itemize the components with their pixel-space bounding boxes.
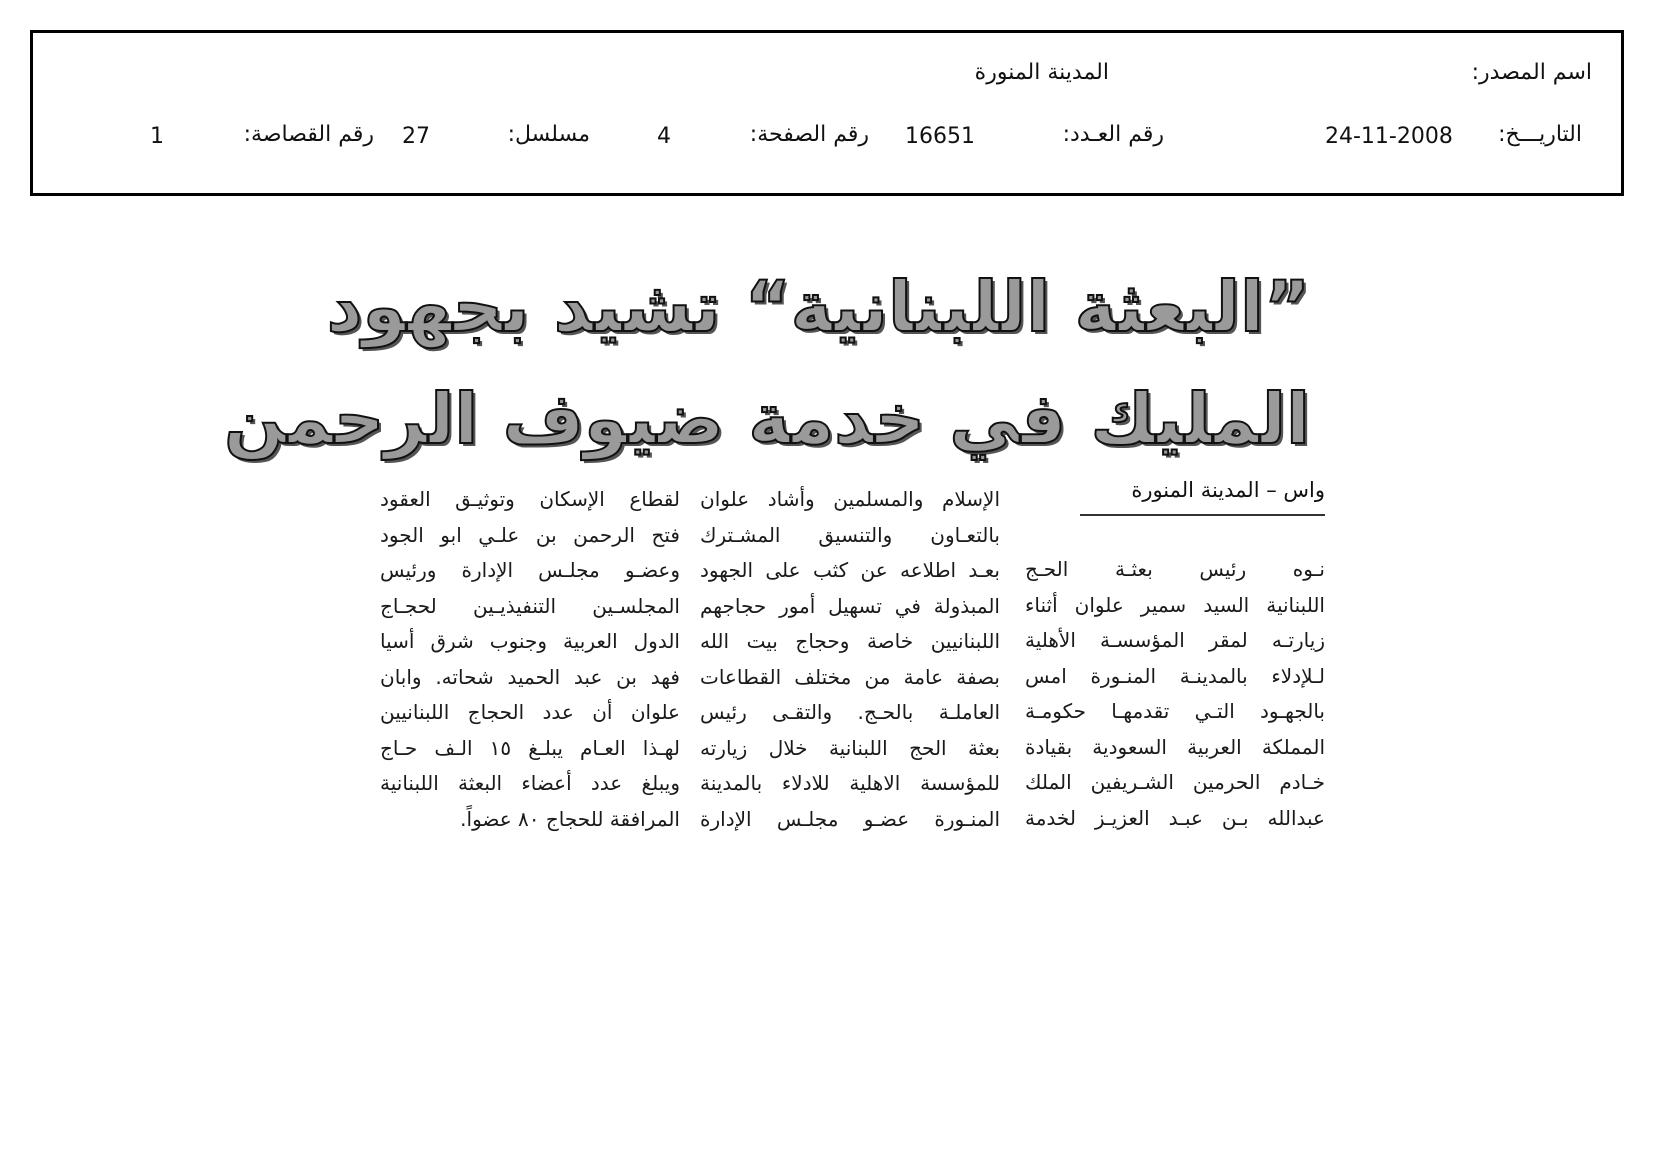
column-line: بالجهـود التـي تقدمهـا حكومـة	[1025, 699, 1325, 723]
page-label: رقم الصفحة:	[749, 122, 869, 147]
column-line: ويبلغ عدد أعضاء البعثة اللبنانية	[380, 771, 680, 795]
serial-label: مسلسل:	[507, 122, 590, 147]
source-label: اسم المصدر:	[1471, 60, 1592, 85]
column-line: زيارتـه لمقر المؤسسـة الأهلية	[1025, 628, 1325, 652]
issue-label: رقم العـدد:	[1062, 122, 1164, 147]
clip-value: 1	[150, 124, 164, 149]
column-line: نـوه رئيس بعثـة الحـج	[1025, 557, 1325, 581]
column-line: المبذولة في تسهيل أمور حجاجهم	[700, 593, 1000, 618]
byline-underline	[1080, 514, 1325, 516]
column-line: لقطاع الإسكان وتوثيـق العقود	[380, 487, 680, 511]
source-value: المدينة المنورة	[974, 60, 1109, 85]
column-line: الدول العربية وجنوب شرق أسيا	[380, 629, 680, 653]
metadata-box	[30, 30, 1624, 196]
column-line: المجلسـين التنفيذيـين لحجـاج	[380, 593, 680, 618]
article-column-2	[700, 482, 1000, 837]
column-line: بعـد اطلاعه عن كثب على الجهود	[700, 558, 1000, 582]
column-line: العاملـة بالحـج. والتقـى رئيس	[700, 700, 1000, 724]
column-line: بعثة الحج اللبنانية خلال زيارته	[700, 735, 1000, 760]
date-label: التاريـــخ:	[1498, 122, 1582, 147]
column-line: وعضـو مجلـس الإدارة ورئيس	[380, 558, 680, 582]
column-line: اللبنانية السيد سمير علوان أثناء	[1025, 592, 1325, 617]
column-line: المرافقة للحجاج ٨٠ عضواً.	[460, 806, 680, 831]
column-line: عبدالله بـن عبـد العزيـز لخدمة	[1025, 805, 1325, 830]
column-line: المملكة العربية السعودية بقيادة	[1025, 734, 1325, 759]
issue-value: 16651	[905, 124, 975, 149]
column-line: بصفة عامة من مختلف القطاعات	[700, 664, 1000, 689]
column-line: لهـذا العـام يبلـغ ١٥ الـف حـاج	[380, 735, 680, 760]
column-line: علوان أن عدد الحجاج اللبنانيين	[380, 700, 680, 724]
headline-line-1: ”البعثة اللبنانية“ تشيد بجهود	[326, 266, 1310, 348]
column-line: اللبنانيين خاصة وحجاج بيت الله	[700, 629, 1000, 653]
column-line: بالتعـاون والتنسيق المشـترك	[700, 522, 1000, 547]
column-line: الإسلام والمسلمين وأشاد علوان	[700, 487, 1000, 511]
clip-label: رقم القصاصة:	[243, 122, 374, 147]
column-line: خـادم الحرمين الشـريفين الملك	[1025, 770, 1325, 794]
article-column-3	[380, 482, 680, 837]
serial-value: 27	[402, 124, 430, 149]
column-line: المنـورة عضـو مجلـس الإدارة	[700, 806, 1000, 831]
byline: واس – المدينة المنورة	[1131, 478, 1325, 502]
date-value: 24-11-2008	[1325, 124, 1453, 149]
column-line: فهد بن عبد الحميد شحاته. وابان	[380, 664, 680, 689]
article-column-1	[1025, 552, 1325, 836]
page-value: 4	[657, 124, 671, 149]
column-line: فتح الرحمن بن علـي ابو الجود	[380, 522, 680, 547]
headline-line-2: المليك في خدمة ضيوف الرحمن	[224, 378, 1310, 460]
column-line: لـلإدلاء بالمدينـة المنـورة امس	[1025, 663, 1325, 688]
column-line: للمؤسسة الاهلية للادلاء بالمدينة	[700, 771, 1000, 795]
